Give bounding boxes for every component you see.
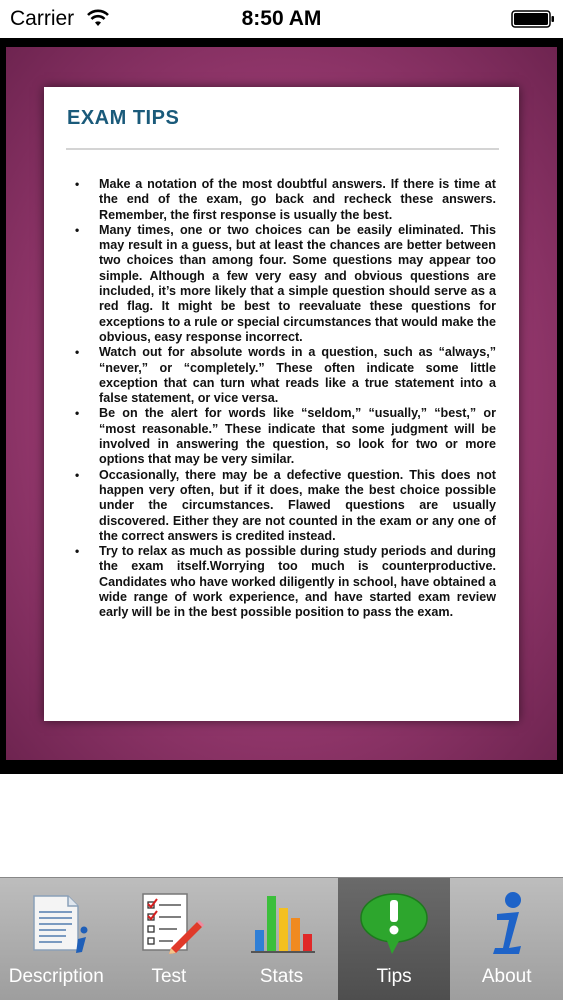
clock: 8:50 AM (241, 7, 322, 30)
document-frame (0, 38, 563, 774)
tab-label: Test (151, 966, 187, 987)
carrier-label: Carrier (10, 7, 75, 30)
tab-label: Description (8, 966, 104, 987)
tab-about[interactable] (450, 878, 563, 1000)
info-icon (471, 890, 543, 956)
list-item: • Watch out for absolute words in a question, such as “always,” “never,” or “completely.” These often indicate some little exception that can turn what reads like a true statement into a false statement, or vice versa. (72, 345, 496, 406)
document-info-icon (20, 890, 92, 956)
status-bar (0, 0, 563, 38)
tab-bar (0, 877, 563, 1000)
checklist-pencil-icon (133, 890, 205, 956)
page-title: EXAM TIPS (67, 107, 180, 129)
document-mat (6, 47, 557, 760)
list-item: • Occasionally, there may be a defective question. This does not happen very often, but if it does, make the best choice possible under the circumstances. Flawed questions are usually discovered. Either they are not counted in the exam or any one of the correct answers is credited instead. (72, 468, 496, 544)
list-item: • Many times, one or two choices can be easily eliminated. This may result in a guess, but at least the chances are better between two choices than among four. Some questions may appear too simple. Although a few very easy and obvious questions are included, it’s more likely that a simple question should serve as a red flag. It might be best to reevaluate these questions for exceptions to a rule or special circumstances that would make the obvious, easy response incorrect. (72, 223, 496, 345)
tab-description[interactable] (0, 878, 113, 1000)
list-item: • Be on the alert for words like “seldom,” “usually,” “best,” or “most reasonable.” These indicate that some judgment will be involved in answering the question, so look for two or more options that may be very similar. (72, 406, 496, 467)
list-item: • Try to relax as much as possible during study periods and during the exam itself.Worrying too much is counterproductive. Candidates who have worked diligently in school, have obtained a wide range of work experience, and have started exam review early will be in the best possible position to pass the exam. (72, 544, 496, 620)
tab-stats[interactable] (225, 878, 338, 1000)
tab-label: About (481, 966, 532, 987)
tips-list (72, 177, 496, 621)
document-page[interactable] (44, 87, 519, 721)
tab-tips[interactable] (338, 878, 451, 1000)
tab-label: Tips (376, 966, 412, 987)
tab-test[interactable] (113, 878, 226, 1000)
title-divider (66, 148, 499, 150)
tab-label: Stats (259, 966, 304, 987)
speech-bubble-exclamation-icon (358, 890, 430, 956)
bar-chart-icon (245, 890, 317, 956)
list-item: • Make a notation of the most doubtful answers. If there is time at the end of the exam, go back and recheck these answers. Remember, the first response is usually the best. (72, 177, 496, 223)
battery-icon (511, 10, 555, 28)
